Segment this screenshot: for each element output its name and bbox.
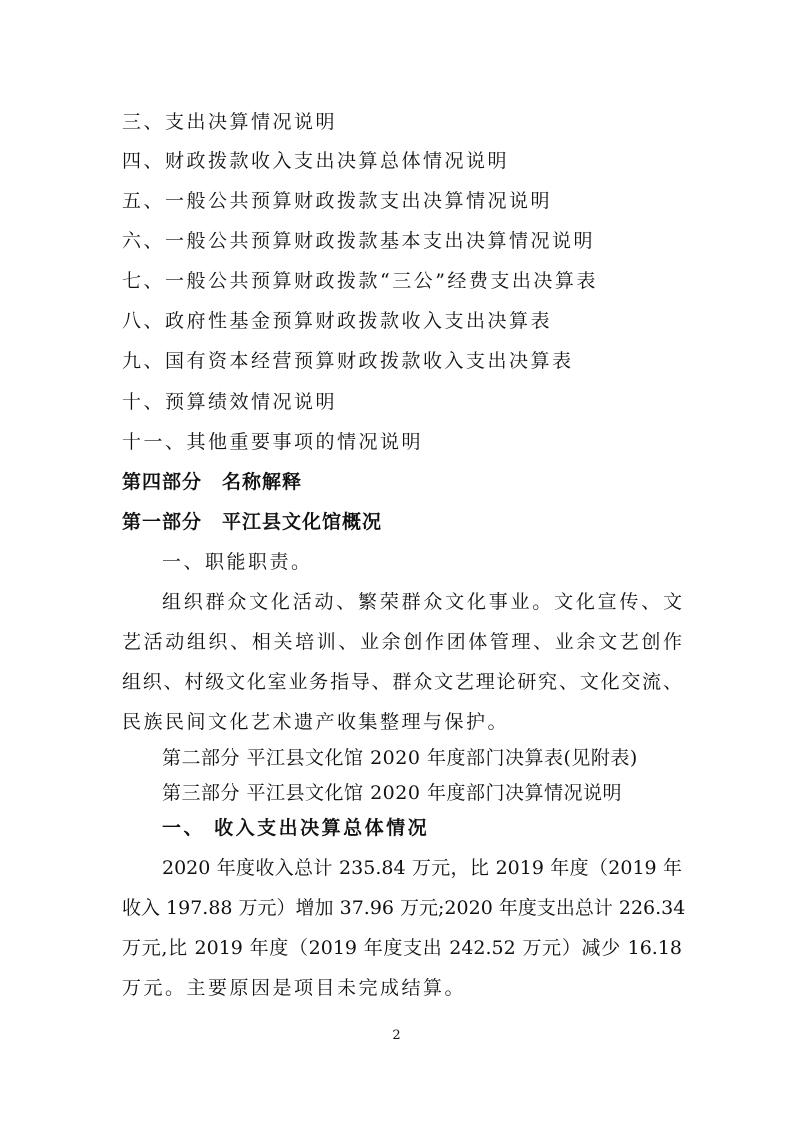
part1-heading: 第一部分 平江县文化馆概况 [122, 511, 383, 533]
duties-line-2: 艺活动组织、相关培训、业余创作团体管理、业余文艺创作 [122, 631, 682, 653]
toc-item-8: 八、政府性基金预算财政拨款收入支出决算表 [122, 310, 553, 332]
toc-item-11: 十一、其他重要事项的情况说明 [122, 431, 424, 453]
toc-item-3: 三、支出决算情况说明 [122, 111, 338, 133]
part4-heading: 第四部分 名称解释 [122, 471, 303, 493]
duties-line-4: 民族民间文化艺术遗产收集整理与保护。 [122, 711, 510, 733]
duties-line-1: 组织群众文化活动、繁荣群众文化事业。文化宣传、文 [162, 591, 682, 613]
part3-line: 第三部分 平江县文化馆 2020 年度部门决算情况说明 [162, 782, 622, 804]
overview-line-2: 收入 197.88 万元）增加 37.96 万元;2020 年度支出总计 226.34 [122, 897, 686, 919]
duties-line-3: 组织、村级文化室业务指导、群众文艺理论研究、文化交流、 [122, 671, 682, 693]
toc-item-6: 六、一般公共预算财政拨款基本支出决算情况说明 [122, 230, 596, 252]
overview-line-3: 万元,比 2019 年度（2019 年度支出 242.52 万元）减少 16.18 [122, 937, 682, 959]
overview-line-1: 2020 年度收入总计 235.84 万元，比 2019 年度（2019 年 [162, 857, 682, 879]
overview-line-4: 万元。主要原因是项目未完成结算。 [122, 977, 467, 999]
part2-line: 第二部分 平江县文化馆 2020 年度部门决算表(见附表) [162, 747, 638, 769]
overview-title: 一、 收入支出决算总体情况 [162, 817, 430, 839]
page-number: 2 [392, 1028, 401, 1043]
section1-title: 一、职能职责。 [162, 551, 313, 573]
toc-item-10: 十、预算绩效情况说明 [122, 391, 338, 413]
toc-item-4: 四、财政拨款收入支出决算总体情况说明 [122, 150, 510, 172]
toc-item-9: 九、国有资本经营预算财政拨款收入支出决算表 [122, 350, 574, 372]
toc-item-5: 五、一般公共预算财政拨款支出决算情况说明 [122, 190, 553, 212]
toc-item-7: 七、一般公共预算财政拨款“三公”经费支出决算表 [122, 270, 598, 292]
